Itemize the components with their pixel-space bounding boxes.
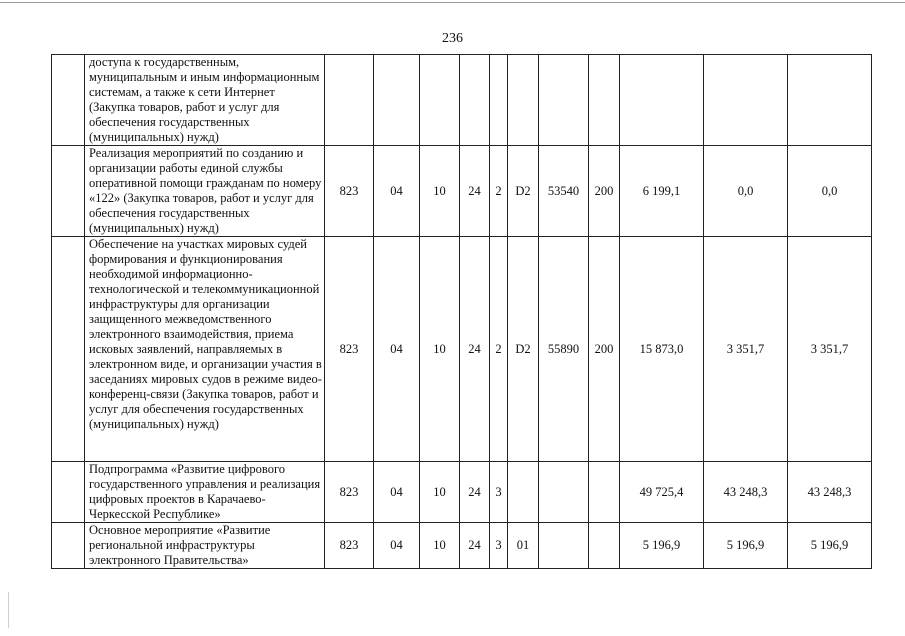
- gr-cell: 823: [325, 146, 374, 237]
- vr-cell: 200: [589, 237, 620, 462]
- direction-code-cell: [539, 523, 589, 569]
- subprogram-code-cell: 3: [490, 523, 508, 569]
- row-number-cell: [52, 237, 85, 462]
- subprogram-code-cell: 2: [490, 146, 508, 237]
- direction-code-cell: 53540: [539, 146, 589, 237]
- amount-year2-cell: 5 196,9: [704, 523, 788, 569]
- subprogram-code-cell: 2: [490, 237, 508, 462]
- pr-cell: 10: [420, 146, 460, 237]
- scan-margin-mark: [8, 592, 9, 628]
- gr-cell: 823: [325, 237, 374, 462]
- direction-code-cell: [539, 55, 589, 146]
- vr-cell: [589, 523, 620, 569]
- vr-cell: 200: [589, 146, 620, 237]
- description-cell: Обеспечение на участках мировых судей формирования и функционирования необходимой информационно-технологической и телекоммуникационной инфраструктуры для организации защищенного межведомственного электронного взаимодействия, приема исковых заявлений, направляемых в электронном виде, и организации участия в заседаниях мировых судов в режиме видео-конференц-связи (Закупка товаров, работ и услуг для обеспечения государственных (муниципальных) нужд): [85, 237, 325, 462]
- description-cell: доступа к государственным, муниципальным и иным информационным системам, а также к сети Интернет (Закупка товаров, работ и услуг для обеспечения государственных (муниципальных) нужд): [85, 55, 325, 146]
- amount-year2-cell: 3 351,7: [704, 237, 788, 462]
- amount-year1-cell: [620, 55, 704, 146]
- vr-cell: [589, 462, 620, 523]
- amount-year2-cell: 43 248,3: [704, 462, 788, 523]
- amount-year3-cell: 0,0: [788, 146, 872, 237]
- gr-cell: [325, 55, 374, 146]
- description-cell: Реализация мероприятий по созданию и организации работы единой службы оперативной помощи гражданам по номеру «122» (Закупка товаров, работ и услуг для обеспечения государственных (муниципальных) нужд): [85, 146, 325, 237]
- row-number-cell: [52, 146, 85, 237]
- vr-cell: [589, 55, 620, 146]
- event-code-cell: 01: [508, 523, 539, 569]
- event-code-cell: [508, 55, 539, 146]
- page-number: 236: [442, 31, 463, 46]
- rz-cell: 04: [374, 523, 420, 569]
- amount-year3-cell: [788, 55, 872, 146]
- rz-cell: 04: [374, 462, 420, 523]
- rz-cell: 04: [374, 146, 420, 237]
- budget-table: [51, 54, 872, 569]
- table-row: [52, 523, 872, 569]
- amount-year3-cell: 5 196,9: [788, 523, 872, 569]
- row-number-cell: [52, 55, 85, 146]
- amount-year1-cell: 15 873,0: [620, 237, 704, 462]
- amount-year1-cell: 5 196,9: [620, 523, 704, 569]
- direction-code-cell: [539, 462, 589, 523]
- description-cell: Основное мероприятие «Развитие региональной инфраструктуры электронного Правительства»: [85, 523, 325, 569]
- table-row: [52, 237, 872, 462]
- table-row: [52, 146, 872, 237]
- amount-year3-cell: 43 248,3: [788, 462, 872, 523]
- event-code-cell: D2: [508, 237, 539, 462]
- direction-code-cell: 55890: [539, 237, 589, 462]
- program-code-cell: 24: [460, 462, 490, 523]
- amount-year1-cell: 49 725,4: [620, 462, 704, 523]
- subprogram-code-cell: [490, 55, 508, 146]
- gr-cell: 823: [325, 523, 374, 569]
- page-top-edge: [0, 2, 905, 3]
- event-code-cell: D2: [508, 146, 539, 237]
- program-code-cell: [460, 55, 490, 146]
- rz-cell: 04: [374, 237, 420, 462]
- amount-year3-cell: 3 351,7: [788, 237, 872, 462]
- rz-cell: [374, 55, 420, 146]
- row-number-cell: [52, 523, 85, 569]
- subprogram-code-cell: 3: [490, 462, 508, 523]
- pr-cell: 10: [420, 237, 460, 462]
- pr-cell: 10: [420, 462, 460, 523]
- pr-cell: 10: [420, 523, 460, 569]
- pr-cell: [420, 55, 460, 146]
- row-number-cell: [52, 462, 85, 523]
- program-code-cell: 24: [460, 146, 490, 237]
- event-code-cell: [508, 462, 539, 523]
- program-code-cell: 24: [460, 523, 490, 569]
- table-row: [52, 55, 872, 146]
- amount-year2-cell: [704, 55, 788, 146]
- table-row: [52, 462, 872, 523]
- description-cell: Подпрограмма «Развитие цифрового государственного управления и реализация цифровых проектов в Карачаево-Черкесской Республике»: [85, 462, 325, 523]
- amount-year2-cell: 0,0: [704, 146, 788, 237]
- amount-year1-cell: 6 199,1: [620, 146, 704, 237]
- program-code-cell: 24: [460, 237, 490, 462]
- gr-cell: 823: [325, 462, 374, 523]
